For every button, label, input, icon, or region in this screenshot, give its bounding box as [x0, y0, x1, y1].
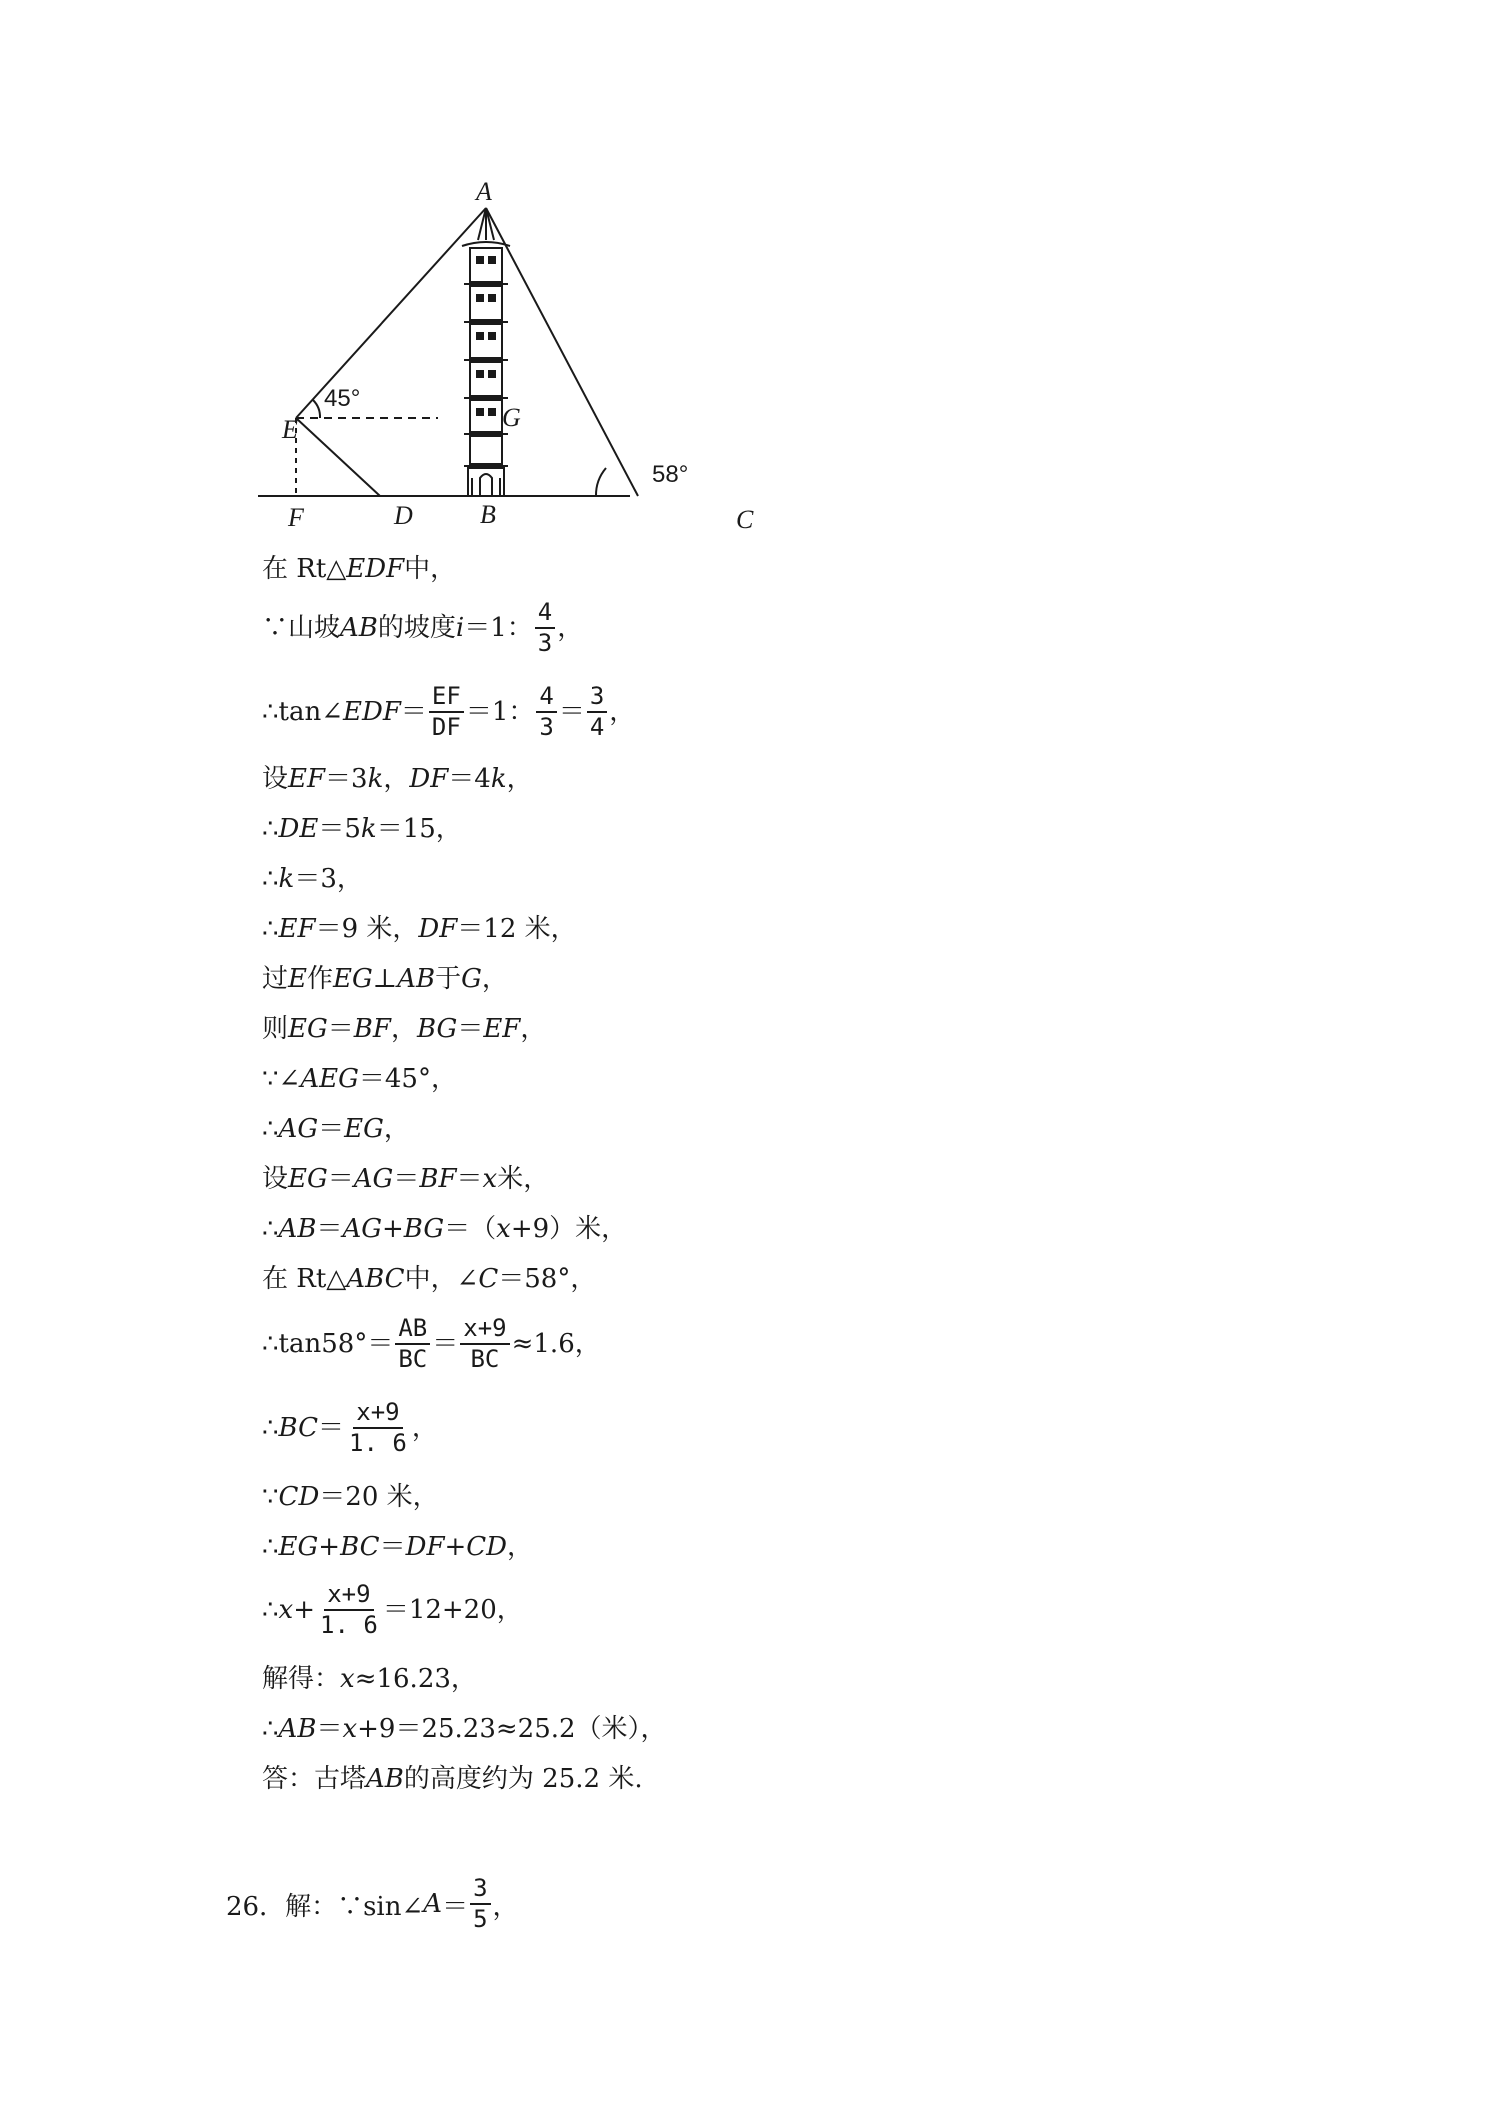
- label-a: A: [476, 178, 492, 206]
- line-12: 设 EG ＝ AG ＝ BF ＝ x 米，: [262, 1164, 550, 1194]
- line-16: ∴ BC ＝ $\frac{x+9}{1. 6}$ ，: [262, 1398, 438, 1458]
- label-e: E: [282, 415, 298, 444]
- line-4: 设 EF ＝3 k ， DF ＝4 k ，: [262, 764, 533, 794]
- fraction: $\frac{x+9}{BC}$: [460, 1316, 509, 1372]
- line-3: ∴tan∠ EDF ＝ $\frac{EF}{DF}$ ＝1： $\frac{4}{3}$ ＝ $\frac{3}{4}$ ，: [262, 682, 636, 742]
- line-19: ∴ x + $\frac{x+9}{1. 6}$ ＝12+20，: [262, 1580, 523, 1640]
- fraction: $\frac{3}{4}$: [587, 684, 607, 740]
- line-14: 在 Rt△ ABC 中，∠ C ＝58°，: [262, 1264, 597, 1294]
- pagoda-windows: [476, 256, 496, 416]
- line-5: ∴ DE ＝5 k ＝15，: [262, 814, 462, 844]
- fraction: $\frac{4}{3}$: [535, 600, 555, 656]
- label-angle-45: 45°: [324, 385, 361, 412]
- pagoda-drawing: [462, 208, 510, 496]
- label-f: F: [288, 503, 304, 532]
- arc-58: [596, 468, 606, 496]
- line-7: ∴ EF ＝9 米， DF ＝12 米，: [262, 914, 577, 944]
- line-21: ∴ AB ＝ x +9＝25.23≈25.2（米），: [262, 1714, 667, 1744]
- fraction: $\frac{EF}{DF}$: [429, 684, 464, 740]
- line-17: ∵ CD ＝20 米，: [262, 1482, 439, 1512]
- line-18: ∴ EG + BC ＝ DF + CD ，: [262, 1532, 534, 1562]
- line-11: ∴ AG ＝ EG ，: [262, 1114, 410, 1144]
- line-22: 答：古塔 AB 的高度约为 25.2 米.: [262, 1764, 643, 1794]
- line-20: 解得： x ≈16.23，: [262, 1664, 477, 1694]
- label-b: B: [480, 500, 496, 529]
- arc-45: [313, 400, 320, 418]
- line-1: 在 Rt△ EDF 中，: [262, 554, 457, 584]
- geometry-figure: [258, 178, 768, 538]
- fraction: $\frac{AB}{BC}$: [395, 1316, 430, 1372]
- label-angle-58: 58°: [652, 461, 689, 488]
- line-6: ∴ k ＝3，: [262, 864, 363, 894]
- line-9: 则 EG ＝ BF ， BG ＝ EF ，: [262, 1014, 547, 1044]
- fraction: $\frac{x+9}{1. 6}$: [320, 1580, 378, 1640]
- line-8: 过 E 作 EG ⊥ AB 于 G ，: [262, 964, 508, 994]
- label-d: D: [394, 501, 413, 530]
- fraction: $\frac{4}{3}$: [536, 684, 556, 740]
- line-ac: [486, 208, 638, 496]
- line-15: ∴tan58°＝ $\frac{AB}{BC}$ ＝ $\frac{x+9}{BC}$ ≈1.6，: [262, 1314, 601, 1374]
- line-2: ∵山坡 AB 的坡度 i ＝1： $\frac{4}{3}$ ，: [262, 598, 584, 658]
- fraction: $\frac{x+9}{1. 6}$: [349, 1398, 407, 1458]
- line-10: ∵∠ AEG ＝45°，: [262, 1064, 457, 1094]
- question-26-start: 26．解：∵sin∠ A ＝ $\frac{3}{5}$ ，: [226, 1874, 519, 1934]
- label-c: C: [736, 505, 754, 534]
- fraction: $\frac{3}{5}$: [470, 1876, 490, 1932]
- label-g: G: [502, 403, 521, 432]
- line-ed: [296, 418, 380, 496]
- line-13: ∴ AB ＝ AG + BG ＝（ x +9）米，: [262, 1214, 628, 1244]
